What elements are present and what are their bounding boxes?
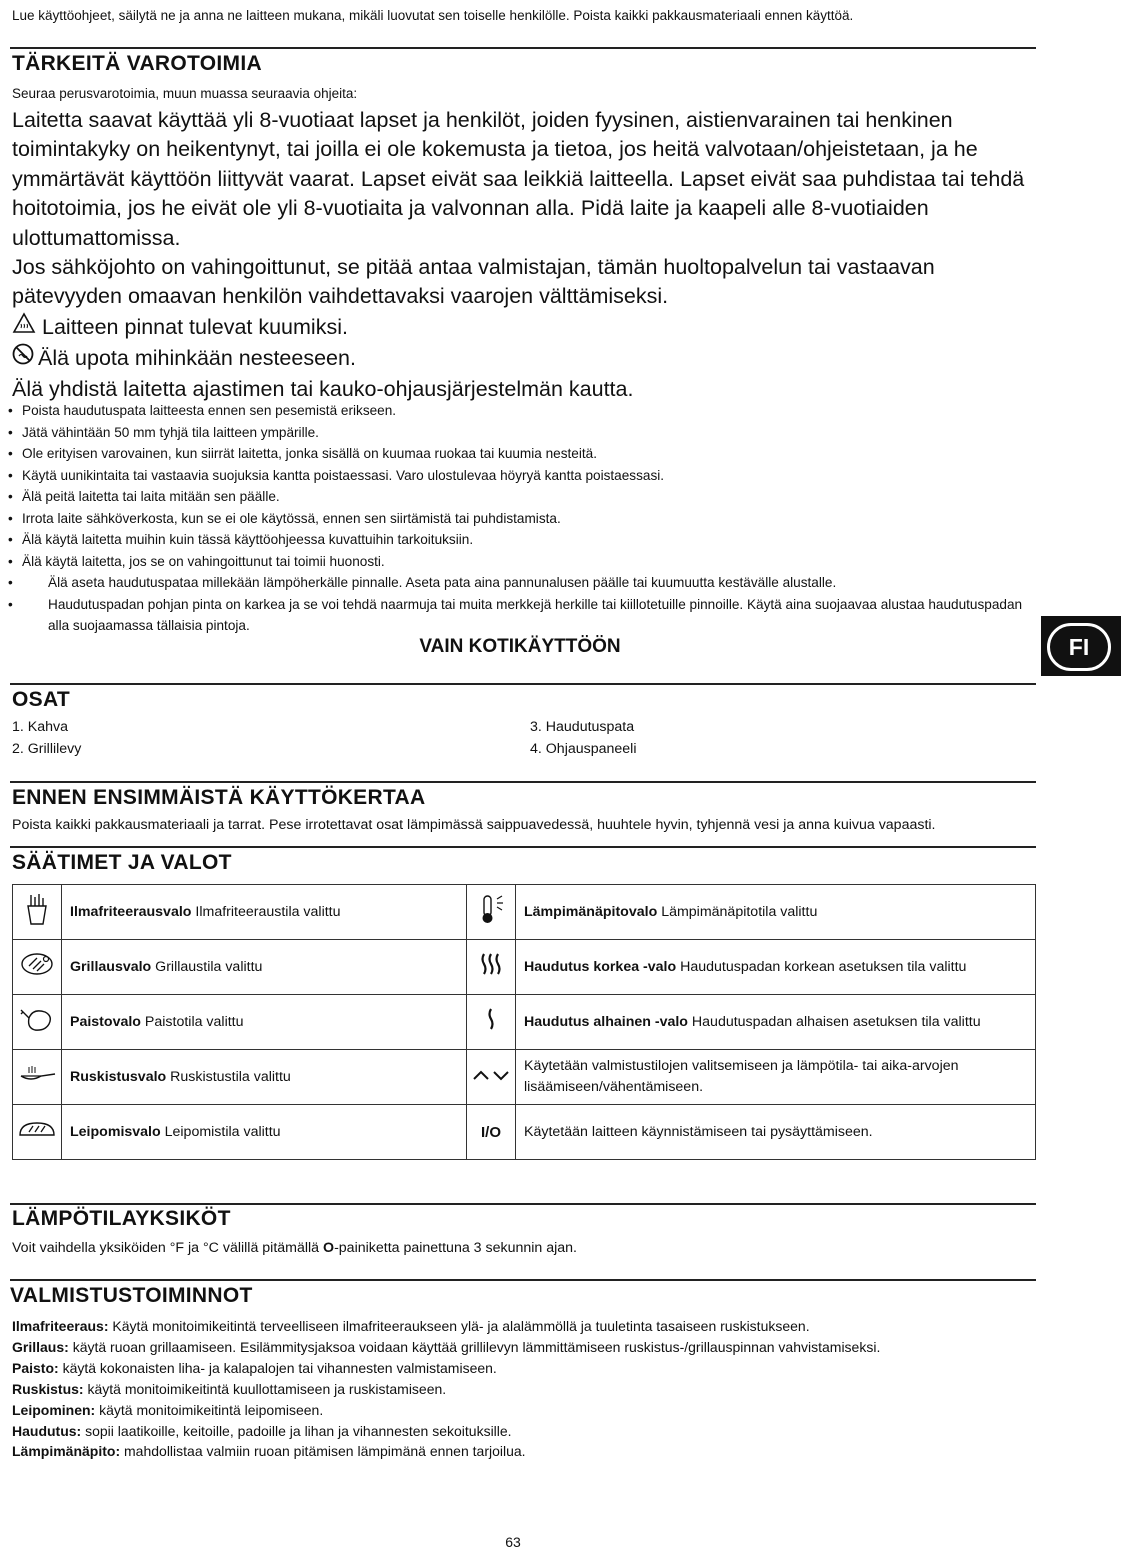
- language-tab-label: FI: [1047, 623, 1111, 671]
- section-divider: [10, 781, 1036, 783]
- control-name: Leipomisvalo: [70, 1123, 161, 1140]
- table-row: [13, 995, 1036, 1050]
- slow-cook-low-icon: [467, 995, 516, 1050]
- list-item: Leipominen: käytä monitoimikeitintä leipomiseen.: [12, 1401, 324, 1418]
- control-description: Lämpimänäpitotila valittu: [661, 903, 818, 920]
- no-immerse-icon: [12, 343, 34, 374]
- part-item: 3. Haudutuspata: [530, 719, 635, 735]
- section-divider: [10, 47, 1036, 49]
- section-divider: [10, 846, 1036, 848]
- keep-warm-icon: [467, 885, 516, 940]
- list-item: • Haudutuspadan pohjan pinta on karkea ja se voi tehdä naarmuja tai muita merkkejä herkille tai kiillotetuille pinnoille. Käytä aina suojaavaa alustaa haudutuspadan alla suojaamassa tällaisia pintoja.: [8, 596, 1023, 633]
- list-item: Ilmafriteeraus: Käytä monitoimikeitintä terveelliseen ilmafriteeraukseen ylä- ja alalämmöllä ja tuuletinta tasaiseen ruskistukseen.: [12, 1318, 810, 1334]
- list-item: • Älä peitä laitetta tai laita mitään sen päälle.: [8, 489, 280, 504]
- control-name: Paistovalo: [70, 1013, 141, 1030]
- section-divider: [10, 1203, 1036, 1205]
- list-item: Haudutus: sopii laatikoille, keitoille, padoille ja lihan ja vihannesten sekoituksille.: [12, 1422, 512, 1439]
- grill-icon: [13, 940, 62, 995]
- control-name: Grillausvalo: [70, 958, 152, 975]
- control-description: Haudutuspadan alhaisen asetuksen tila valittu: [691, 1013, 981, 1030]
- section-divider: [10, 683, 1036, 685]
- control-description: Ruskistustila valittu: [170, 1068, 291, 1085]
- up-down-arrows-icon: [467, 1050, 516, 1105]
- timer-warning: Älä yhdistä laitetta ajastimen tai kauko-ohjausjärjestelmän kautta.: [12, 376, 634, 401]
- list-item: • Poista haudutuspata laitteesta ennen sen pesemistä erikseen.: [8, 403, 397, 418]
- part-item: 4. Ohjauspaneeli: [530, 741, 637, 757]
- children-warning: Laitetta saavat käyttää yli 8-vuotiaat lapset ja henkilöt, joiden fyysinen, aistienvarainen tai henkinen toimintakyky on heikentynyt, tai joilla ei ole kokemusta ja tietoa, jos heitä valvotaan/ohjeistetaan, ja he ymmärtävät käyttöön liittyvät vaarat. Lapset eivät saa leikkiä laitteella. Lapset eivät saa puhdistaa tai tehdä hoitotoimia, jos he eivät ole yli 8-vuotiaita ja valvonnan alla. Pidä laite ja kaapeli alle 8-vuotiaiden ulottumattomissa.: [12, 108, 1025, 250]
- first-use-title: ENNEN ENSIMMÄISTÄ KÄYTTÖKERTAA: [12, 786, 426, 809]
- immerse-text: Älä upota mihinkään nesteeseen.: [38, 346, 356, 371]
- slow-cook-high-icon: [467, 940, 516, 995]
- safety-bullets: [8, 400, 1038, 637]
- household-use-heading: VAIN KOTIKÄYTTÖÖN: [419, 636, 621, 657]
- list-item: • Älä käytä laitetta muihin kuin tässä käyttöohjeessa kuvattuihin tarkoituksiin.: [8, 532, 474, 547]
- sear-icon: [13, 1050, 62, 1105]
- part-item: 2. Grillilevy: [12, 741, 82, 757]
- control-description: Haudutuspadan korkean asetuksen tila valittu: [680, 958, 967, 975]
- functions-list: [12, 1316, 880, 1462]
- control-description: Leipomistila valittu: [164, 1123, 281, 1140]
- cord-warning: Jos sähköjohto on vahingoittunut, se pitää antaa valmistajan, tämän huoltopalvelun tai vastaavan pätevyyden omaavan henkilön vaihdettavaksi vaarojen välttämiseksi.: [12, 255, 935, 309]
- air-fry-icon: [13, 885, 62, 940]
- intro-text: Lue käyttöohjeet, säilytä ne ja anna ne laitteen mukana, mikäli luovutat sen toiselle henkilölle. Poista kaikki pakkausmateriaali ennen käyttöä.: [12, 8, 854, 23]
- part-item: 1. Kahva: [12, 719, 69, 735]
- hot-surface-warning: [12, 312, 1042, 343]
- functions-title: VALMISTUSTOIMINNOT: [10, 1284, 253, 1307]
- power-icon: I/O: [467, 1105, 516, 1160]
- language-tab: [1041, 616, 1121, 676]
- o-button-label: O: [323, 1240, 335, 1256]
- units-text: Voit vaihdella yksiköiden °F ja °C välillä pitämällä O-painiketta painettuna 3 sekunnin ajan.: [12, 1240, 578, 1256]
- table-row: [13, 885, 1036, 940]
- control-name: Haudutus alhainen -valo: [524, 1013, 688, 1030]
- section-divider: [10, 1279, 1036, 1281]
- controls-title: SÄÄTIMET JA VALOT: [12, 851, 232, 874]
- parts-title: OSAT: [12, 688, 70, 711]
- bake-icon: [13, 1105, 62, 1160]
- safety-lead: Seuraa perusvarotoimia, muun muassa seuraavia ohjeita:: [12, 86, 358, 101]
- list-item: Lämpimänäpito: mahdollistaa valmiin ruoan pitämisen lämpimänä ennen tarjoilua.: [12, 1443, 526, 1460]
- table-row: [13, 1105, 1036, 1160]
- list-item: • Käytä uunikintaita tai vastaavia suojuksia kantta poistaessasi. Varo ulostulevaa höyryä kantta poistaessasi.: [8, 467, 665, 483]
- list-item: • Jätä vähintään 50 mm tyhjä tila laitteen ympärille.: [8, 424, 319, 440]
- control-name: Ilmafriteerausvalo: [70, 903, 192, 920]
- list-item: • Ole erityisen varovainen, kun siirrät laitetta, jonka sisällä on kuumaa ruokaa tai kuumia nesteitä.: [8, 446, 598, 461]
- list-item: Paisto: käytä kokonaisten liha- ja kalapalojen tai vihannesten valmistamiseen.: [12, 1359, 497, 1376]
- immerse-warning: [12, 343, 1042, 374]
- table-row: [13, 1050, 1036, 1105]
- safety-warnings: [12, 106, 1042, 404]
- control-description: Käytetään valmistustilojen valitsemiseen ja lämpötila- tai aika-arvojen lisäämiseen/vähentämiseen.: [524, 1058, 959, 1095]
- units-title: LÄMPÖTILAYKSIKÖT: [12, 1207, 231, 1230]
- control-description: Grillaustila valittu: [155, 958, 263, 975]
- hot-surface-icon: [12, 312, 36, 343]
- table-row: [13, 940, 1036, 995]
- control-name: Lämpimänäpitovalo: [524, 903, 658, 920]
- control-name: Ruskistusvalo: [70, 1068, 167, 1085]
- control-description: Käytetään laitteen käynnistämiseen tai pysäyttämiseen.: [524, 1123, 873, 1140]
- safety-title: TÄRKEITÄ VAROTOIMIA: [12, 52, 262, 75]
- list-item: Ruskistus: käytä monitoimikeitintä kuullottamiseen ja ruskistamiseen.: [12, 1380, 447, 1397]
- roast-icon: [13, 995, 62, 1050]
- list-item: • Älä aseta haudutuspataa millekään lämpöherkälle pinnalle. Aseta pata aina pannunalusen päälle tai kuumuutta kestävälle alustalle.: [8, 575, 837, 590]
- controls-table: [12, 884, 1036, 1160]
- control-description: Paistotila valittu: [144, 1013, 244, 1030]
- list-item: • Irrota laite sähköverkosta, kun se ei ole käytössä, ennen sen siirtämistä tai puhdistamista.: [8, 510, 561, 526]
- list-item: • Älä käytä laitetta, jos se on vahingoittunut tai toimii huonosti.: [8, 553, 385, 569]
- first-use-text: Poista kaikki pakkausmateriaali ja tarrat. Pese irrotettavat osat lämpimässä saippuavedessä, huuhtele hyvin, tyhjennä vesi ja anna kuivua vapaasti.: [12, 817, 936, 833]
- list-item: Grillaus: käytä ruoan grillaamiseen. Esilämmitysjaksoa voidaan käyttää grillilevyn lämmittämiseen ruskistus-/grillauspinnan vahvistamiseksi.: [12, 1338, 881, 1355]
- hot-surface-text: Laitteen pinnat tulevat kuumiksi.: [42, 314, 348, 339]
- control-description: Ilmafriteeraustila valittu: [195, 903, 341, 920]
- control-name: Haudutus korkea -valo: [524, 958, 677, 975]
- page-number: 63: [505, 1534, 521, 1550]
